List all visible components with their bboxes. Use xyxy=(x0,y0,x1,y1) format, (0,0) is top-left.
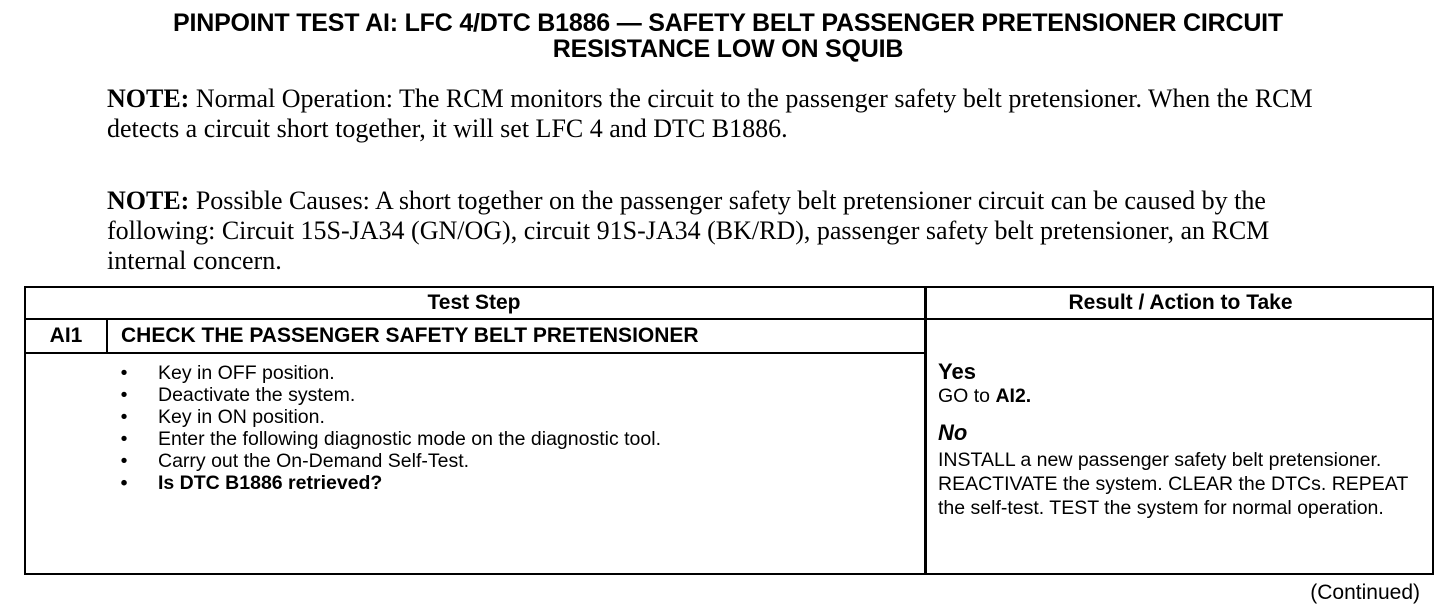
bullet-text: Carry out the On-Demand Self-Test. xyxy=(158,450,470,472)
note-normal-operation xyxy=(107,84,1347,144)
note-label: NOTE: xyxy=(107,84,190,113)
continued-label: (Continued) xyxy=(1310,581,1420,604)
result-yes-action xyxy=(938,385,1031,407)
bullet-text: Key in OFF position. xyxy=(158,362,335,384)
bullet-text: Key in ON position. xyxy=(158,406,325,428)
bullet-text: Is DTC B1886 retrieved? xyxy=(158,472,383,494)
step-id-divider xyxy=(106,318,108,354)
note-label: NOTE: xyxy=(107,186,190,215)
note-text: Possible Causes: A short together on the passenger safety belt pretensioner circuit can be caused by the following: Circuit 15S-JA34 (GN/OG), circuit 91S-JA34 (BK/RD), passenger safety belt pretensioner, an RCM internal concern. xyxy=(107,186,1270,275)
result-no-action: INSTALL a new passenger safety belt pretensioner. REACTIVATE the system. CLEAR the DTCs. REPEAT the self-test. TEST the system for normal operation. xyxy=(938,449,1408,519)
bullet-icon: • xyxy=(120,384,128,406)
bullet-icon: • xyxy=(120,450,128,472)
note-text: Normal Operation: The RCM monitors the circuit to the passenger safety belt pretensioner. When the RCM detects a circuit short together, it will set LFC 4 and DTC B1886. xyxy=(107,84,1313,143)
bullet-icon: • xyxy=(120,428,128,450)
step-bullet-list xyxy=(116,362,661,494)
list-item-question xyxy=(116,472,661,494)
header-divider xyxy=(24,318,1434,320)
bullet-icon: • xyxy=(120,472,128,494)
result-yes-label: Yes xyxy=(938,359,976,384)
bullet-icon: • xyxy=(120,362,128,384)
list-item xyxy=(116,428,661,450)
page-title xyxy=(0,10,1456,62)
result-no-label: No xyxy=(938,420,968,445)
note-possible-causes xyxy=(107,186,1347,276)
bullet-icon: • xyxy=(120,406,128,428)
bullet-text: Deactivate the system. xyxy=(158,384,356,406)
result-yes-action-prefix: GO to xyxy=(938,385,991,407)
list-item xyxy=(116,384,661,406)
header-test-step: Test Step xyxy=(427,291,521,314)
step-id: AI1 xyxy=(49,324,83,347)
title-line-1: PINPOINT TEST AI: LFC 4/DTC B1886 — SAFETY BELT PASSENGER PRETENSIONER CIRCUIT xyxy=(173,9,1283,37)
title-line-2: RESISTANCE LOW ON SQUIB xyxy=(552,35,904,63)
step-title: CHECK THE PASSENGER SAFETY BELT PRETENSIONER xyxy=(121,324,699,347)
step-title-divider xyxy=(24,352,926,354)
bullet-text: Enter the following diagnostic mode on the diagnostic tool. xyxy=(158,428,661,450)
list-item xyxy=(116,406,661,428)
list-item xyxy=(116,450,661,472)
list-item xyxy=(116,362,661,384)
result-yes-action-target: AI2. xyxy=(995,385,1032,407)
header-result-action: Result / Action to Take xyxy=(1068,291,1293,314)
column-divider xyxy=(924,286,927,575)
